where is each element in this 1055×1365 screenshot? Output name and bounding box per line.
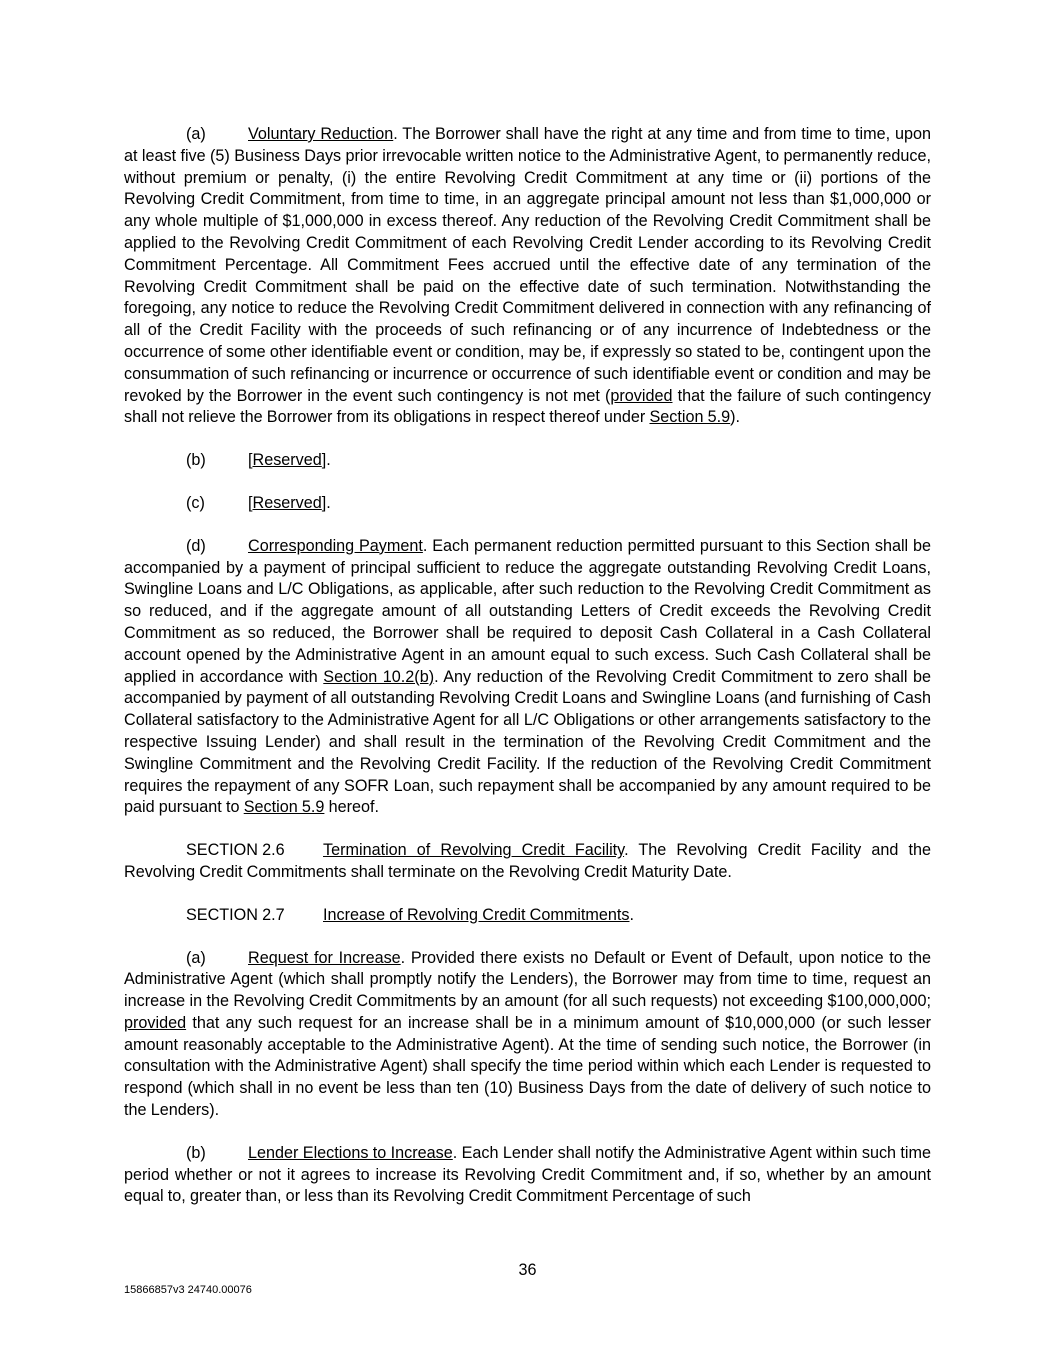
paragraph-voluntary-reduction: [124, 124, 931, 429]
defined-term-provided: provided: [124, 1013, 187, 1032]
section-label: SECTION 2.7: [186, 905, 285, 924]
paragraph-text: . Each permanent reduction permitted pursuant to this Section shall be accompanied by a payment of principal sufficient to reduce the aggregate outstanding Revolving Credit Loans, Swingline Loans and L/C Obligations, as applicable, after such reduction to the Revolving Credit Commitment as so reduced, and if the aggregate amount of all outstanding Letters of Credit exceeds the Revolving Credit Commitment as so reduced, the Borrower shall be required to deposit Cash Collateral in a Cash Collateral account opened by the Administrative Agent in an amount equal to such excess. Such Cash Collateral shall be applied in accordance with: [124, 536, 931, 686]
section-reference: Section 10.2(b): [323, 667, 435, 686]
page-number: 36: [518, 1261, 537, 1279]
paragraph-label: (b): [186, 451, 206, 470]
defined-term-provided: provided: [610, 386, 673, 405]
paragraph-text: . The Borrower shall have the right at any time and from time to time, upon at least five (5) Business Days prior irrevocable written notice to the Administrative Agent, to permanently reduce, without premium or penalty, (i) the entire Revolving Credit Commitment at any time or (ii) portions of the Revolving Credit Commitment, from time to time, in an aggregate principal amount not less than $1,000,000 or any whole multiple of $1,000,000 in excess thereof. Any reduction of the Revolving Credit Commitment shall be applied to the Revolving Credit Commitment of each Revolving Credit Lender according to its Revolving Credit Commitment Percentage. All Commitment Fees accrued until the effective date of any termination of the Revolving Credit Commitment shall be paid on the effective date of such termination. Notwithstanding the foregoing, any notice to reduce the Revolving Credit Commitment delivered in connection with any refinancing of all of the Credit Facility with the proceeds of such refinancing or of any incurrence of Indebtedness or the occurrence of some other identifiable event or condition, may be, if expressly so stated to be, contingent upon the consummation of such refinancing or incurrence or occurrence of such identifiable event or condition and may be revoked by the Borrower in the event such contingency is not met (: [124, 125, 931, 405]
paragraph-corresponding-payment: [124, 536, 931, 819]
paragraph-label: (c): [186, 493, 205, 512]
section-heading: Increase of Revolving Credit Commitments: [323, 905, 630, 924]
section-2-6: [124, 840, 931, 884]
section-2-7: [124, 905, 931, 927]
paragraph-reserved-b: [124, 450, 931, 472]
paragraph-reserved-c: [124, 493, 931, 515]
paragraph-heading: Corresponding Payment: [248, 536, 423, 555]
paragraph-text: . Any reduction of the Revolving Credit Commitment to zero shall be accompanied by payment of all outstanding Revolving Credit Loans and Swingline Loans (and furnishing of Cash Collateral satisfactory to the Administrative Agent for all L/C Obligations or other arrangements satisfactory to the respective Issuing Lender) and shall result in the termination of the Revolving Credit Commitment and the Swingline Commitment and the Revolving Credit Facility. If the reduction of the Revolving Credit Commitment requires the repayment of any SOFR Loan, such repayment shall be accompanied by any amount required to be paid pursuant to: [124, 667, 931, 817]
document-id: 15866857v3 24740.00076: [124, 1284, 252, 1296]
bracket-open: [: [248, 451, 253, 470]
paragraph-text: .: [629, 905, 634, 924]
bracket-close: ].: [321, 451, 331, 470]
paragraph-label: (d): [186, 536, 206, 555]
section-reference: Section 5.9: [243, 798, 325, 817]
section-reference: Section 5.9: [649, 408, 731, 427]
paragraph-request-for-increase: [124, 948, 931, 1122]
paragraph-text: that the failure of such contingency shall not relieve the Borrower from its obligations in respect thereof under: [124, 386, 931, 427]
paragraph-heading: Lender Elections to Increase: [248, 1143, 453, 1162]
paragraph-heading: Reserved: [252, 493, 322, 512]
paragraph-label: (a): [186, 125, 206, 143]
section-label: SECTION 2.6: [186, 841, 285, 860]
section-heading: Termination of Revolving Credit Facility: [323, 841, 625, 860]
paragraph-text: . Each Lender shall notify the Administrative Agent within such time period whether or not it agrees to increase its Revolving Credit Commitment and, if so, whether by an amount equal to, greater than, or less than its Revolving Credit Commitment Percentage of such: [124, 1143, 931, 1206]
paragraph-text: that any such request for an increase shall be in a minimum amount of $10,000,000 (or such lesser amount reasonably acceptable to the Administrative Agent). At the time of sending such notice, the Borrower (in consultation with the Administrative Agent) shall specify the time period within which each Lender is requested to respond (which shall in no event be less than ten (10) Business Days from the date of delivery of such notice to the Lenders).: [124, 1013, 931, 1120]
paragraph-label: (b): [186, 1143, 206, 1162]
paragraph-text: ).: [730, 408, 741, 427]
paragraph-heading: Voluntary Reduction: [248, 125, 394, 143]
paragraph-text: . Provided there exists no Default or Event of Default, upon notice to the Administrative Agent (which shall promptly notify the Lenders), the Borrower may from time to time, request an increase in the Revolving Credit Commitments by an amount (for all such requests) not exceeding $100,000,000;: [124, 948, 931, 1011]
paragraph-label: (a): [186, 948, 206, 967]
paragraph-heading: Request for Increase: [248, 948, 401, 967]
paragraph-text: hereof.: [324, 798, 379, 817]
paragraph-lender-elections: [124, 1143, 931, 1208]
document-body: [124, 124, 931, 1229]
paragraph-text: . The Revolving Credit Facility and the Revolving Credit Commitments shall terminate on the Revolving Credit Maturity Date.: [124, 841, 931, 881]
bracket-close: ].: [321, 493, 331, 512]
bracket-open: [: [248, 493, 253, 512]
paragraph-heading: Reserved: [252, 451, 322, 470]
